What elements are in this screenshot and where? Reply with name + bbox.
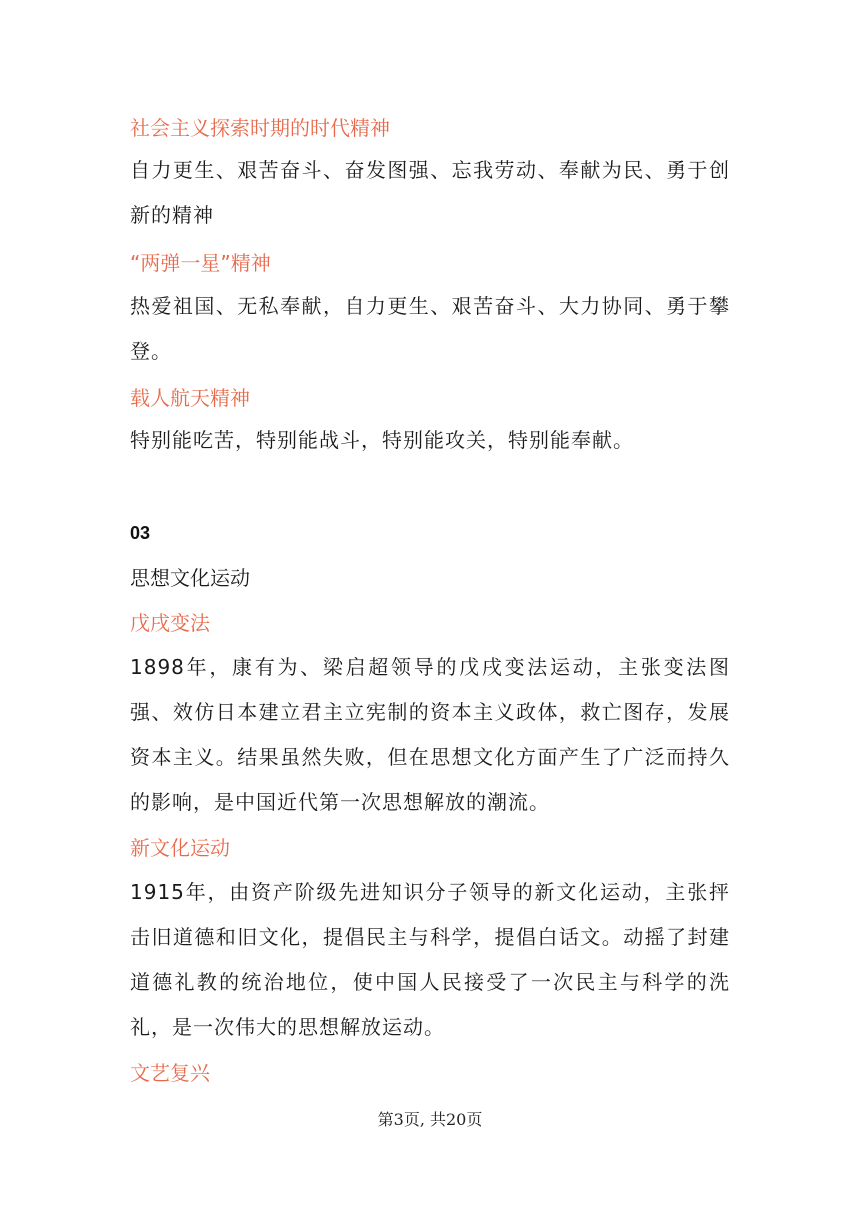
movement-heading-new-culture: 新文化运动 <box>130 836 230 860</box>
section-heading-manned-spaceflight: 载人航天精神 <box>130 386 250 410</box>
section-heading-socialist-exploration: 社会主义探索时期的时代精神 <box>130 116 390 140</box>
section-text-socialist-exploration: 自力更生、艰苦奋斗、奋发图强、忘我劳动、奉献为民、勇于创新的精神 <box>130 158 730 227</box>
part-number: 03 <box>130 523 151 543</box>
part-title: 思想文化运动 <box>130 566 250 590</box>
movement-heading-renaissance: 文艺复兴 <box>130 1061 210 1085</box>
page-footer: 第3页, 共20页 <box>377 1110 483 1129</box>
section-heading-two-bombs-one-satellite: “两弹一星”精神 <box>130 251 271 275</box>
movement-text-wuxu-reform: 1898年，康有为、梁启超领导的戊戌变法运动，主张变法图强、效仿日本建立君主立宪制的资本主义政体，救亡图存，发展资本主义。结果虽然失败，但在思想文化方面产生了广泛而持久的影响，是中国近代第一次思想解放的潮流。 <box>130 655 730 814</box>
movement-text-new-culture: 1915年，由资产阶级先进知识分子领导的新文化运动，主张抨击旧道德和旧文化，提倡民主与科学，提倡白话文。动摇了封建道德礼教的统治地位，使中国人民接受了一次民主与科学的洗礼，是一次伟大的思想解放运动。 <box>130 880 730 1039</box>
section-text-two-bombs-one-satellite: 热爱祖国、无私奉献，自力更生、艰苦奋斗、大力协同、勇于攀登。 <box>130 294 730 363</box>
section-text-manned-spaceflight: 特别能吃苦，特别能战斗，特别能攻关，特别能奉献。 <box>130 428 634 452</box>
movement-heading-wuxu-reform: 戊戌变法 <box>130 611 210 635</box>
